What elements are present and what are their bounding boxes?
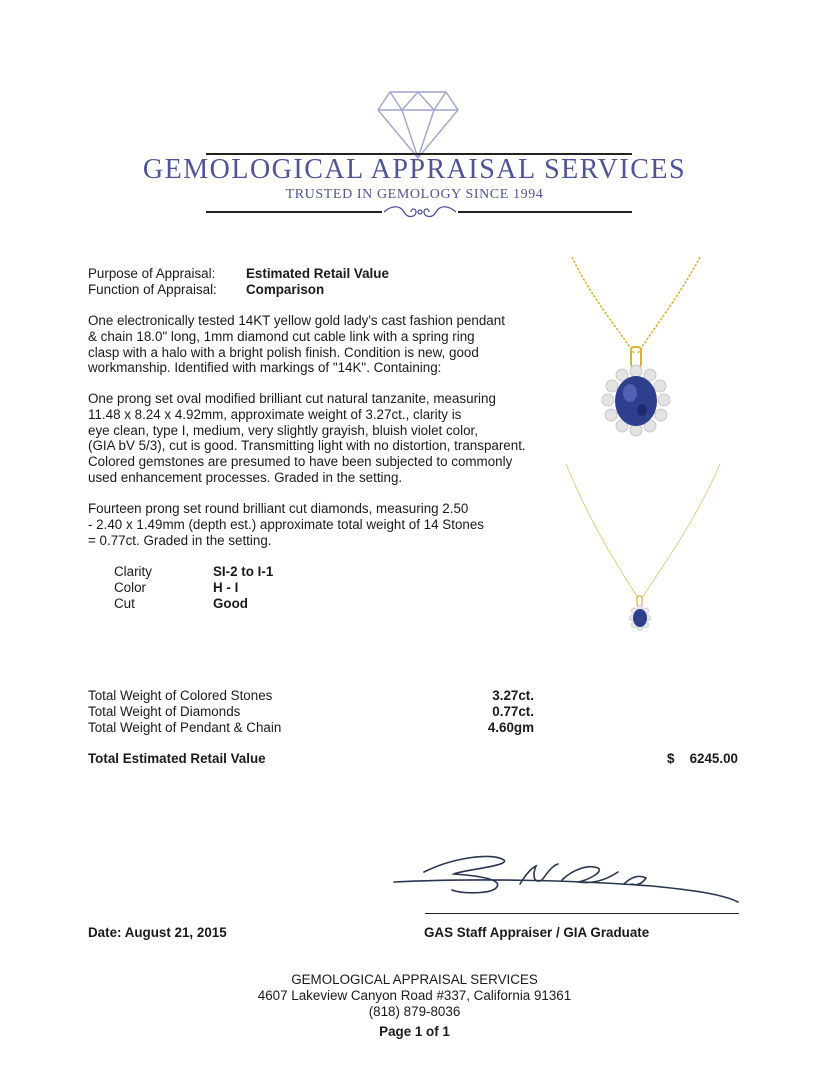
description-paragraph-1 [88,313,548,376]
weight-pendant-chain-value: 4.60gm [487,720,534,735]
footer-company: GEMOLOGICAL APPRAISAL SERVICES [291,972,538,987]
grade-cut-value: Good [213,596,248,611]
grade-clarity-label: Clarity [114,564,152,579]
paragraph-line: eye clean, type I, medium, very slightly grayish, bluish violet color, [88,422,478,438]
description-paragraph-3 [88,501,548,548]
function-value: Comparison [246,282,325,297]
paragraph-line: & chain 18.0" long, 1mm diamond cut cable link with a spring ring [88,328,475,344]
pendant-closeup-image [560,255,710,440]
function-label: Function of Appraisal: [88,282,217,297]
footer-address: 4607 Lakeview Canyon Road #337, California 91361 [257,988,572,1003]
page-number: Page 1 of 1 [379,1024,450,1039]
footer-phone: (818) 879-8036 [368,1004,461,1019]
header-rule-right [458,211,632,213]
diamond-logo-icon [376,90,460,160]
grade-clarity-value: SI-2 to I-1 [213,564,274,579]
paragraph-line: Fourteen prong set round brilliant cut diamonds, measuring 2.50 [88,501,469,516]
total-value-label: Total Estimated Retail Value [88,751,266,766]
paragraph-line: (GIA bV 5/3), cut is good. Transmitting light with no distortion, transparent. [88,438,526,454]
pendant-full-chain-image [560,462,730,637]
signature-line [425,913,739,914]
weight-colored-stones-label: Total Weight of Colored Stones [88,688,273,703]
paragraph-line: One prong set oval modified brilliant cut natural tanzanite, measuring [88,391,496,406]
grade-color-label: Color [114,580,146,595]
paragraph-line: - 2.40 x 1.49mm (depth est.) approximate total weight of 14 Stones [88,516,484,532]
appraiser-signature [392,850,742,910]
total-currency-symbol: $ [667,751,675,766]
paragraph-line: workmanship. Identified with markings of "14K". Containing: [88,360,442,376]
ornament-scroll-icon [382,203,458,221]
paragraph-line: Colored gemstones are presumed to have been subjected to commonly [88,454,513,470]
paragraph-line: 11.48 x 8.24 x 4.92mm, approximate weight of 3.27ct., clarity is [88,406,462,422]
grade-color-value: H - I [213,580,239,595]
paragraph-line: = 0.77ct. Graded in the setting. [88,532,272,548]
paragraph-line: used enhancement processes. Graded in the setting. [88,469,403,485]
weight-diamonds-label: Total Weight of Diamonds [88,704,241,719]
description-paragraph-2 [88,391,548,486]
appraisal-date: Date: August 21, 2015 [88,925,227,940]
weight-pendant-chain-label: Total Weight of Pendant & Chain [88,720,282,735]
purpose-label: Purpose of Appraisal: [88,266,216,281]
appraiser-title: GAS Staff Appraiser / GIA Graduate [424,925,650,940]
paragraph-line: clasp with a halo with a bright polish finish. Condition is new, good [88,344,479,360]
header-rule-left [206,211,382,213]
total-value-amount: 6245.00 [689,751,738,766]
weight-diamonds-value: 0.77ct. [492,704,534,719]
company-tagline: TRUSTED IN GEMOLOGY SINCE 1994 [285,187,544,202]
grade-cut-label: Cut [114,596,135,611]
purpose-value: Estimated Retail Value [246,266,389,281]
paragraph-line: One electronically tested 14KT yellow gold lady's cast fashion pendant [88,313,505,328]
company-name: GEMOLOGICAL APPRAISAL SERVICES [142,154,687,185]
weight-colored-stones-value: 3.27ct. [492,688,534,703]
